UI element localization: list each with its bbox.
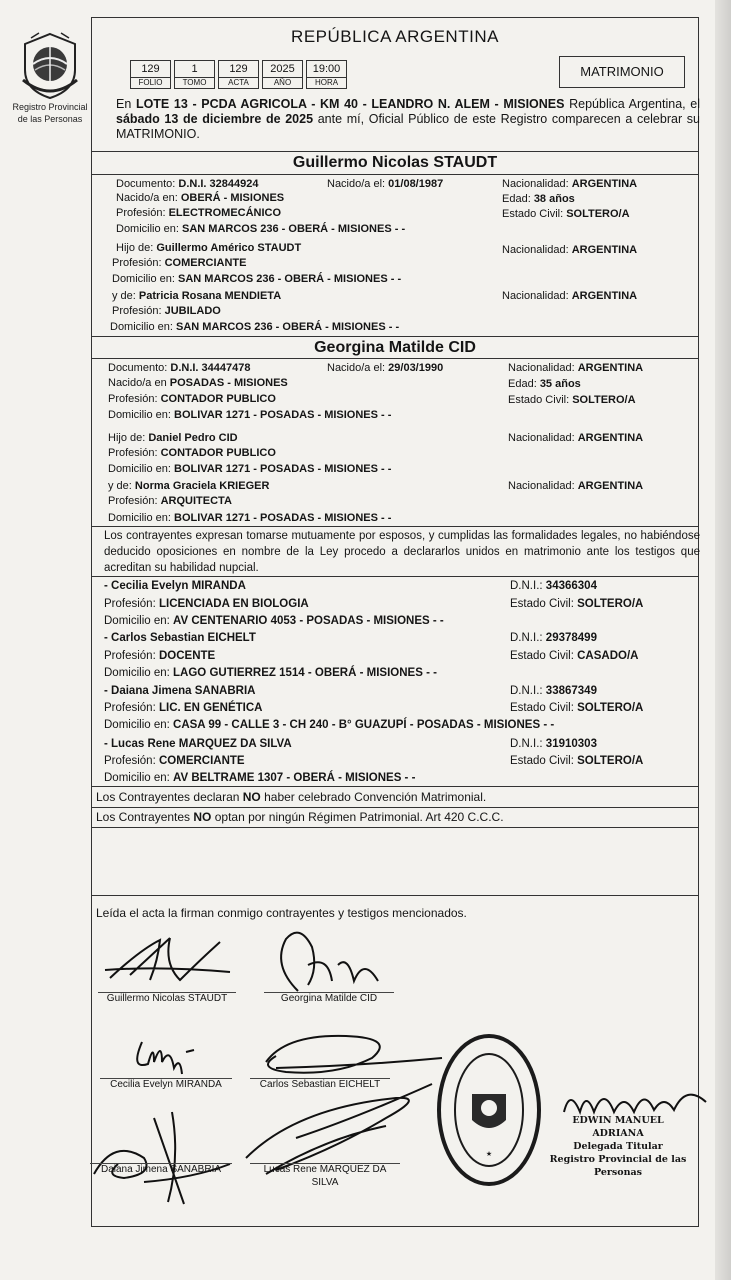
divider [92,807,698,808]
witness-2-domicilio: Domicilio en: LAGO GUTIERREZ 1514 - OBERÁ - MISIONES - - [104,667,437,679]
spouse1-nacido-el: Nacido/a el: 01/08/1987 [327,178,444,190]
signature-label-marquez: Lucas Rene MARQUEZ DA [263,1164,387,1175]
svg-text:★: ★ [485,1150,493,1158]
coat-of-arms-icon [19,30,81,100]
signature-sanabria-scribble [84,1108,234,1208]
signature-label-cid: Georgina Matilde CID [280,993,378,1004]
record-hora: 19:00 HORA [306,60,347,89]
spouse2-documento: Documento: D.N.I. 34447478 [108,362,251,374]
ceremony-place: LOTE 13 - PCDA AGRICOLA - KM 40 - LEANDRO N. ALEM - MISIONES [135,97,565,111]
declaration-paragraph: Los contrayentes expresan tomarse mutuamente por esposos, y cumplidas las formalidades legales, no habiéndose deducido oposiciones en nombre de la Ley procedo a declararlos unidos en matrimonio ante los testigos que acreditan su habilidad nupcial. [104,530,700,574]
signature-label-miranda: Cecilia Evelyn MIRANDA [110,1079,222,1090]
logo-caption-2: de las Personas [17,114,83,124]
witness-1-name: - Cecilia Evelyn MIRANDA [104,580,246,592]
signature-label-staudt: Guillermo Nicolas STAUDT [106,993,228,1004]
spouse2-nacionalidad: Nacionalidad: ARGENTINA [508,362,644,374]
witness-4-dni: D.N.I.: 31910303 [510,738,597,750]
witness-3-estado-civil: Estado Civil: SOLTERO/A [510,702,644,714]
spouse1-father: Hijo de: Guillermo Américo STAUDT [116,242,302,254]
spouse2-father-nacionalidad: Nacionalidad: ARGENTINA [508,432,644,444]
divider [92,526,698,527]
witness-2-dni: D.N.I.: 29378499 [510,632,597,644]
divider [92,786,698,787]
spouse2-nacido-el: Nacido/a el: 29/03/1990 [327,362,444,374]
official-name: EDWIN MANUEL ADRIANA [572,1115,664,1139]
spouse1-estado-civil: Estado Civil: SOLTERO/A [502,208,630,220]
record-folio: 129 FOLIO [130,60,171,89]
witness-2-estado-civil: Estado Civil: CASADO/A [510,650,639,662]
spouse1-name: Guillermo Nicolas STAUDT [292,154,498,171]
note-regimen: Los Contrayentes NO optan por ningún Régimen Patrimonial. Art 420 C.C.C. [96,810,504,824]
witness-1-profesion: Profesión: LICENCIADA EN BIOLOGIA [104,598,309,610]
witness-3-name: - Daiana Jimena SANABRIA [104,685,256,697]
spouse2-mother-profesion: Profesión: ARQUITECTA [108,495,232,507]
spouse1-edad: Edad: 38 años [502,193,575,205]
spouse2-mother-nacionalidad: Nacionalidad: ARGENTINA [508,480,644,492]
logo-caption-1: Registro Provincial [12,102,88,112]
signature-cid-scribble [268,925,398,995]
registry-stamp-icon [434,1030,544,1190]
spouse1-father-domicilio: Domicilio en: SAN MARCOS 236 - OBERÁ - MISIONES - - [112,273,402,285]
doc-type-box: MATRIMONIO [559,56,685,88]
note-convencion: Los Contrayentes declaran NO haber celebrado Convención Matrimonial. [96,790,487,804]
spouse1-father-nacionalidad: Nacionalidad: ARGENTINA [502,244,638,256]
divider [92,895,698,896]
witness-3-dni: D.N.I.: 33867349 [510,685,597,697]
witness-3-domicilio: Domicilio en: CASA 99 - CALLE 3 - CH 240 - B° GUAZUPÍ - POSADAS - MISIONES - - [104,719,555,731]
record-tomo: 1 TOMO [174,60,215,89]
divider [92,336,698,337]
spouse2-nacido-en: Nacido/a en POSADAS - MISIONES [108,377,288,389]
witness-2-name: - Carlos Sebastian EICHELT [104,632,256,644]
spouse1-documento: Documento: D.N.I. 32844924 [116,178,259,190]
spouse1-nacido-en: Nacido/a en: OBERÁ - MISIONES [116,192,285,204]
official-title: Delegada Titular [573,1141,663,1152]
signature-eichelt-scribble [246,1028,446,1080]
witness-4-estado-civil: Estado Civil: SOLTERO/A [510,755,644,767]
witness-1-dni: D.N.I.: 34366304 [510,580,597,592]
witness-1-estado-civil: Estado Civil: SOLTERO/A [510,598,644,610]
witness-4-profesion: Profesión: COMERCIANTE [104,755,245,767]
signature-label-sanabria: Daiana Jimena SANABRIA [100,1164,222,1175]
witness-1-domicilio: Domicilio en: AV CENTENARIO 4053 - POSADAS - MISIONES - - [104,615,444,627]
page-edge-shadow [715,0,731,1280]
divider [92,174,698,175]
spouse2-mother: y de: Norma Graciela KRIEGER [108,480,270,492]
official-seal [434,1030,544,1190]
spouse2-profesion: Profesión: CONTADOR PUBLICO [108,393,276,405]
spouse2-mother-domicilio: Domicilio en: BOLIVAR 1271 - POSADAS - MISIONES - - [108,512,392,524]
witness-4-domicilio: Domicilio en: AV BELTRAME 1307 - OBERÁ - MISIONES - - [104,772,416,784]
intro-paragraph: En LOTE 13 - PCDA AGRICOLA - KM 40 - LEANDRO N. ALEM - MISIONES República Argentina, el sábado 13 de diciembre de 2025 ante mí, Oficial Público de este Registro comparecen a celebrar su MATRIMONIO. [116,97,701,141]
spouse2-domicilio: Domicilio en: BOLIVAR 1271 - POSADAS - MISIONES - - [108,409,392,421]
witness-3-profesion: Profesión: LIC. EN GENÉTICA [104,702,263,714]
record-acta: 129 ACTA [218,60,259,89]
divider [92,576,698,577]
divider [92,827,698,828]
closing-statement: Leída el acta la firman conmigo contrayentes y testigos mencionados. [96,906,467,920]
spouse1-profesion: Profesión: ELECTROMECÁNICO [116,207,282,219]
registry-logo [10,30,90,124]
official-stamp [548,1114,688,1179]
spouse2-edad: Edad: 35 años [508,378,581,390]
signature-label-marquez-2: SILVA [311,1177,339,1188]
spouse1-father-profesion: Profesión: COMERCIANTE [112,257,247,269]
divider [92,358,698,359]
spouse2-father: Hijo de: Daniel Pedro CID [108,432,238,444]
spouse1-mother-profesion: Profesión: JUBILADO [112,305,221,317]
record-ano: 2025 AÑO [262,60,303,89]
witness-4-name: - Lucas Rene MARQUEZ DA SILVA [104,738,292,750]
signature-miranda-scribble [128,1030,198,1080]
spouse2-name: Georgina Matilde CID [314,339,476,356]
signature-label-eichelt: Carlos Sebastian EICHELT [259,1079,381,1090]
official-office: Registro Provincial de las Personas [549,1154,687,1178]
spouse1-mother-nacionalidad: Nacionalidad: ARGENTINA [502,290,638,302]
spouse2-estado-civil: Estado Civil: SOLTERO/A [508,394,636,406]
spouse1-mother-domicilio: Domicilio en: SAN MARCOS 236 - OBERÁ - MISIONES - - [110,321,400,333]
signature-staudt-scribble [100,930,240,992]
country-title: REPÚBLICA ARGENTINA [291,27,499,46]
witness-2-profesion: Profesión: DOCENTE [104,650,216,662]
divider [92,151,698,152]
spouse2-father-domicilio: Domicilio en: BOLIVAR 1271 - POSADAS - MISIONES - - [108,463,392,475]
spouse1-mother: y de: Patricia Rosana MENDIETA [112,290,282,302]
spouse2-father-profesion: Profesión: CONTADOR PUBLICO [108,447,276,459]
spouse1-domicilio: Domicilio en: SAN MARCOS 236 - OBERÁ - MISIONES - - [116,223,406,235]
ceremony-date: sábado 13 de diciembre de 2025 [116,112,314,126]
spouse1-nacionalidad: Nacionalidad: ARGENTINA [502,178,638,190]
